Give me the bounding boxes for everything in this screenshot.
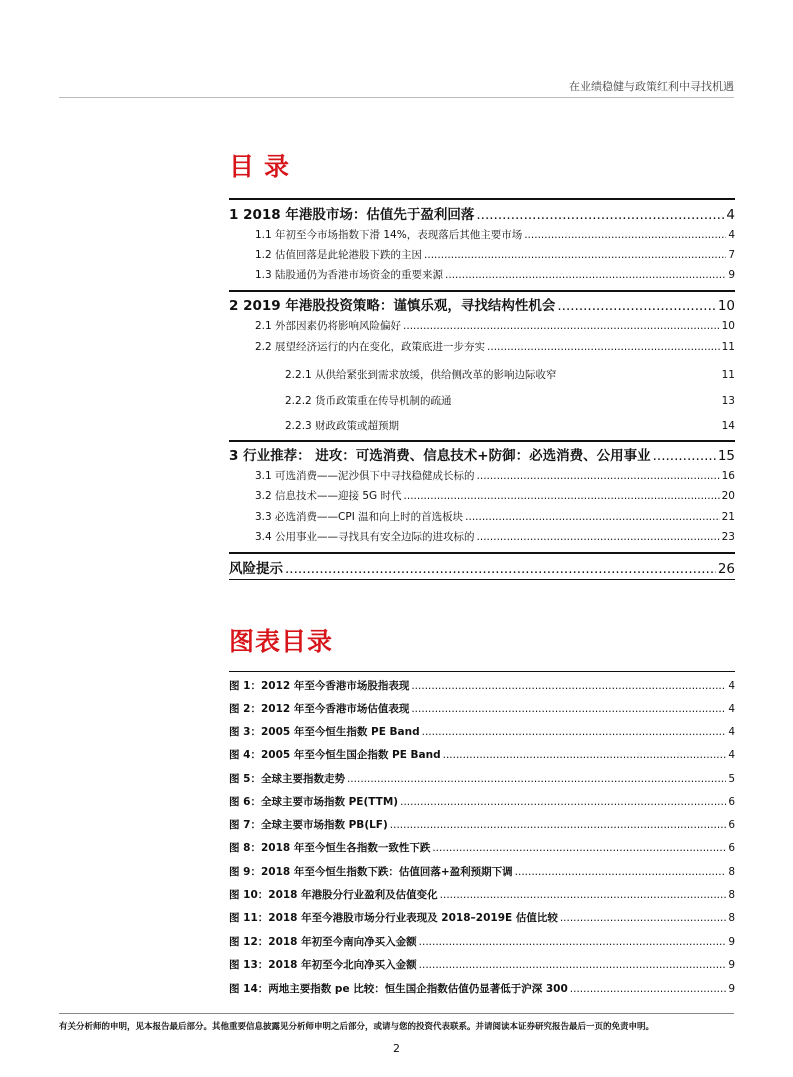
toc-entry[interactable]: 2.2.2 货币政策重在传导机制的疏通 13 [285,395,735,407]
toc-entry[interactable]: 3.2 信息技术——迎接 5G 时代 ..... 20 [229,488,735,503]
toc-entry[interactable]: 2.2.3 财政政策或超预期 14 [285,420,735,432]
toc-entry[interactable]: 1 2018 年港股市场：估值先于盈利回落 ..... 4 [229,203,735,223]
toc-entry[interactable]: 2.2.1 从供给紧张到需求放缓，供给侧改革的影响边际收窄 11 [285,369,735,381]
header-divider [59,97,734,98]
figure-entry[interactable]: 图 14：两地主要指数 pe 比较：恒生国企指数估值仍显著低于沪深 300 ..... 9 [229,981,735,996]
figure-entry[interactable]: 图 2：2012 年至今香港市场估值表现 ..... 4 [229,701,735,716]
figure-entry[interactable]: 图 8：2018 年至今恒生各指数一致性下跌 ..... 6 [229,840,735,855]
figures-top-rule [229,671,735,672]
figure-entry[interactable]: 图 7：全球主要市场指数 PB(LF) ..... 6 [229,817,735,832]
figures-title: 图表目录 [229,627,334,656]
section-divider [229,552,735,554]
page-number: 2 [393,1042,400,1055]
toc-entry[interactable]: 2.1 外部因素仍将影响风险偏好 ..... 10 [229,318,735,333]
figure-entry[interactable]: 图 5：全球主要指数走势 ..... 5 [229,771,735,786]
toc-entry[interactable]: 3.3 必选消费——CPI 温和向上时的首选板块 ..... 21 [229,509,735,524]
figure-entry[interactable]: 图 1：2012 年至今香港市场股指表现 ..... 4 [229,678,735,693]
toc-entry[interactable]: 2.2 展望经济运行的内在变化，政策底进一步夯实 ..... 11 [229,339,735,354]
toc-entry[interactable]: 1.3 陆股通仍为香港市场资金的重要来源 ..... 9 [229,267,735,282]
toc-entry[interactable]: 2 2019 年港股投资策略：谨慎乐观，寻找结构性机会 ..... 10 [229,294,735,314]
toc-top-rule [229,198,735,200]
toc-entry[interactable]: 1.1 年初至今市场指数下滑 14%，表现落后其他主要市场 ..... 4 [229,227,735,242]
section-divider [229,440,735,442]
toc-entry[interactable]: 1.2 估值回落是此轮港股下跌的主因 ..... 7 [229,247,735,262]
toc-entry[interactable]: 3 行业推荐： 进攻：可选消费、信息技术+防御：必选消费、公用事业 ..... 15 [229,444,735,464]
toc-entry[interactable]: 3.1 可选消费——泥沙俱下中寻找稳健成长标的 ..... 16 [229,468,735,483]
toc-entry[interactable]: 风险提示 ..... 26 [229,557,735,577]
footer-disclaimer: 有关分析师的申明，见本报告最后部分。其他重要信息披露见分析师申明之后部分，或请与您的投资代表联系。并请阅读本证券研究报告最后一页的免责申明。 [59,1022,655,1032]
figure-entry[interactable]: 图 9：2018 年至今恒生指数下跌：估值回落+盈利预期下调 ..... 8 [229,864,735,879]
figure-entry[interactable]: 图 11：2018 年至今港股市场分行业表现及 2018–2019E 估值比较 ..... 8 [229,910,735,925]
toc-entry[interactable]: 3.4 公用事业——寻找具有安全边际的进攻标的 ..... 23 [229,529,735,544]
toc-bottom-rule [229,579,735,580]
figure-entry[interactable]: 图 6：全球主要市场指数 PE(TTM) ..... 6 [229,794,735,809]
footer-divider [59,1013,734,1014]
figure-entry[interactable]: 图 13：2018 年初至今北向净买入金额 ..... 9 [229,957,735,972]
figure-entry[interactable]: 图 4：2005 年至今恒生国企指数 PE Band ..... 4 [229,747,735,762]
toc-title: 目录 [229,152,300,181]
figure-entry[interactable]: 图 12：2018 年初至今南向净买入金额 ..... 9 [229,934,735,949]
section-divider [229,290,735,292]
report-header-title: 在业绩稳健与政策红利中寻找机遇 [569,80,734,93]
figure-entry[interactable]: 图 3：2005 年至今恒生指数 PE Band ..... 4 [229,724,735,739]
figure-entry[interactable]: 图 10：2018 年港股分行业盈利及估值变化 ..... 8 [229,887,735,902]
